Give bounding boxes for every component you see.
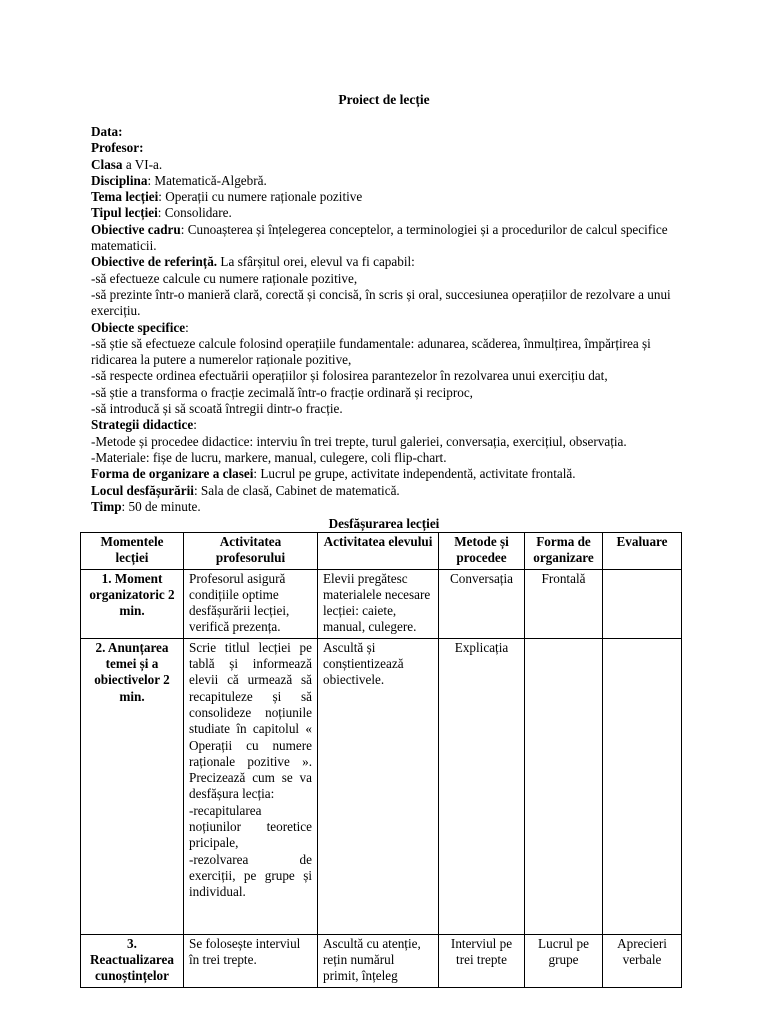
- cell-forma: Lucrul pe grupe: [525, 934, 603, 987]
- header-metode: Metode și procedee: [439, 533, 525, 570]
- header-activitatea-elevului: Activitatea elevului: [318, 533, 439, 570]
- meta-forma-organizare: Forma de organizare a clasei: Lucrul pe grupe, activitate independentă, activitate frontală.: [91, 466, 576, 482]
- lesson-table: [80, 532, 682, 988]
- cell-evaluare: Aprecieri verbale: [603, 934, 682, 987]
- cell-metode: Conversația: [439, 569, 525, 638]
- obiective-ref-item: -să prezinte într-o manieră clară, corectă și concisă, în scris și oral, succesiunea operațiilor de rezolvare a unui exercițiu.: [91, 286, 671, 319]
- cell-profesor: Se folosește interviul în trei trepte.: [184, 934, 318, 987]
- cell-metode: Interviul pe trei trepte: [439, 934, 525, 987]
- cell-profesor: Scrie titlul lecției pe tablă și informează elevii că urmează să recapituleze și să consolideze noțiunile studiate în capitolul « Operații cu numere raționale pozitive ». Precizează cum se va desfășura lecția: -recapitularea noțiunilor teoretice pricipale, -rezolvarea de exerciții, pe grupe și individual.: [184, 638, 318, 934]
- header-activitatea-profesorului: Activitatea profesorului: [184, 533, 318, 570]
- cell-moment: 1. Moment organizatoric 2 min.: [81, 569, 184, 638]
- cell-evaluare: [603, 638, 682, 934]
- meta-data: Data:: [91, 124, 123, 139]
- table-row: [81, 569, 682, 638]
- obiecte-spec-item: -să știe să efectueze calcule folosind operațiile fundamentale: adunarea, scăderea, înmulțirea, împărțirea și ridicarea la putere a numerelor raționale pozitive,: [91, 335, 651, 368]
- meta-timp: Timp: 50 de minute.: [91, 498, 201, 514]
- table-header-row: [81, 533, 682, 570]
- obiecte-spec-item: -să știe a transforma o fracție zecimală într-o fracție ordinară și reciproc,: [91, 384, 473, 400]
- page-title: Proiect de lecție: [338, 92, 430, 107]
- meta-disciplina: Disciplina: Matematică-Algebră.: [91, 172, 267, 188]
- meta-tema: Tema lecției: Operații cu numere raționale pozitive: [91, 189, 363, 205]
- meta-obiecte-specifice: Obiecte specifice:: [91, 319, 189, 335]
- meta-locul: Locul desfășurării: Sala de clasă, Cabinet de matematică.: [91, 482, 400, 498]
- cell-elev: Ascultă și conștientizează obiectivele.: [318, 638, 439, 934]
- strategii-item: -Materiale: fișe de lucru, markere, manual, culegere, coli flip-chart.: [91, 449, 447, 465]
- meta-obiective-cadru: Obiective cadru: Cunoașterea și înțelegerea conceptelor, a terminologiei și a procedurilor de calcul specifice matematicii.: [91, 221, 668, 254]
- meta-strategii: Strategii didactice:: [91, 417, 197, 433]
- cell-evaluare: [603, 569, 682, 638]
- meta-clasa: Clasa a VI-a.: [91, 156, 163, 172]
- meta-tipul: Tipul lecției: Consolidare.: [91, 205, 232, 221]
- strategii-item: -Metode și procedee didactice: interviu în trei trepte, turul galeriei, conversația, exercițiul, observația.: [91, 433, 627, 449]
- meta-obiective-referinta: Obiective de referință. La sfârșitul orei, elevul va fi capabil:: [91, 254, 415, 270]
- cell-elev: Ascultă cu atenție, rețin numărul primit, înțeleg: [318, 934, 439, 987]
- cell-moment: 2. Anunțarea temei și a obiectivelor 2 min.: [81, 638, 184, 934]
- meta-profesor: Profesor:: [91, 140, 144, 156]
- cell-metode: Explicația: [439, 638, 525, 934]
- header-evaluare: Evaluare: [603, 533, 682, 570]
- header-forma: Forma de organizare: [525, 533, 603, 570]
- cell-forma: Frontală: [525, 569, 603, 638]
- cell-elev: Elevii pregătesc materialele necesare lecției: caiete, manual, culegere.: [318, 569, 439, 638]
- header-momentele: Momentele lecției: [81, 533, 184, 570]
- table-title: Desfășurarea lecției: [328, 516, 440, 531]
- table-row: [81, 934, 682, 987]
- obiecte-spec-item: -să introducă și să scoată întregii dintr-o fracție.: [91, 401, 343, 417]
- cell-profesor: Profesorul asigură condițiile optime desfășurării lecției, verifică prezența.: [184, 569, 318, 638]
- obiective-ref-item: -să efectueze calcule cu numere raționale pozitive,: [91, 270, 358, 286]
- lesson-metadata: [91, 124, 691, 515]
- obiecte-spec-item: -să respecte ordinea efectuării operațiilor și folosirea parantezelor în rezolvarea unui exercițiu dat,: [91, 368, 608, 384]
- table-row: [81, 638, 682, 934]
- cell-forma: [525, 638, 603, 934]
- cell-moment: 3. Reactualizarea cunoștințelor: [81, 934, 184, 987]
